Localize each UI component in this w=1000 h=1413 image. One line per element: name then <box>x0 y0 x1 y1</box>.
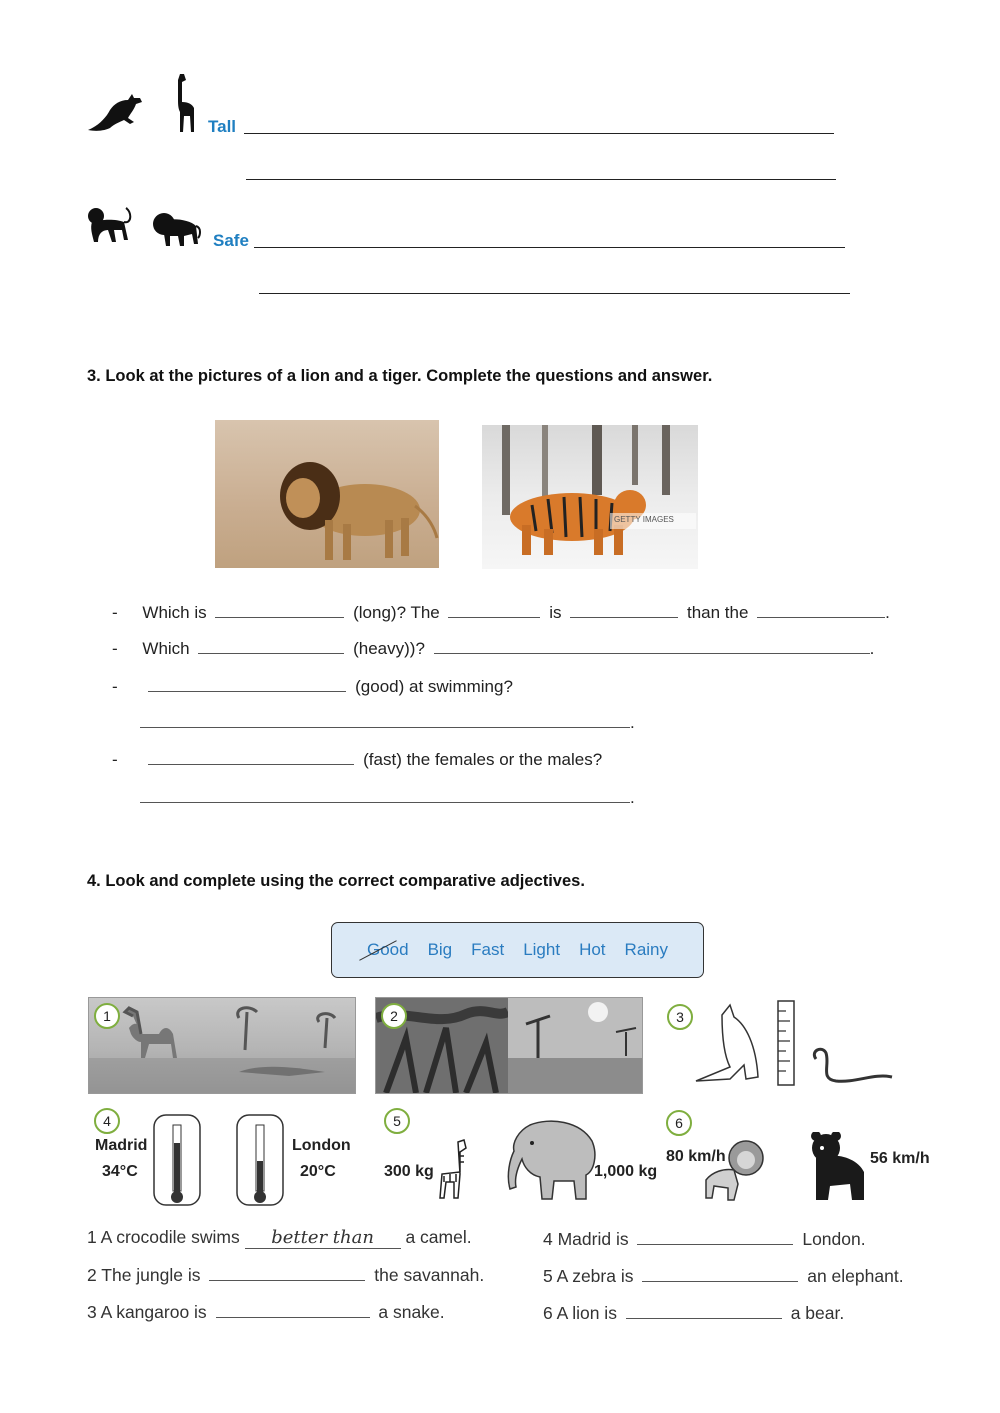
question-row-2: - Which (heavy))? . <box>112 639 875 658</box>
bullet-dash: - <box>112 603 118 622</box>
panel-camel-crocodile <box>88 997 356 1094</box>
panel-number-4: 4 <box>94 1108 120 1134</box>
answer-blank-filled[interactable]: better than <box>245 1227 401 1249</box>
giraffe-icon <box>168 72 200 134</box>
word-big: Big <box>427 940 453 959</box>
answer-blank[interactable] <box>434 652 870 654</box>
tiger-photo <box>482 425 698 569</box>
sentence-4: 4 Madrid is London. <box>543 1229 866 1249</box>
answer-blank[interactable] <box>570 616 678 618</box>
panel-number-1: 1 <box>94 1003 120 1029</box>
photo-watermark: GETTY IMAGES <box>614 515 674 524</box>
section3-heading: 3. Look at the pictures of a lion and a tiger. Complete the questions and answer. <box>87 367 713 385</box>
bear-speed: 56 km/h <box>870 1150 930 1167</box>
london-label: London <box>292 1137 351 1154</box>
answer-blank[interactable] <box>209 1279 365 1281</box>
safe-label: Safe <box>213 231 249 250</box>
question-row-1: - Which is (long)? The is than the . <box>112 603 890 622</box>
bullet-dash: - <box>112 677 118 696</box>
panel-number-6: 6 <box>666 1110 692 1136</box>
answer-blank[interactable] <box>215 616 344 618</box>
answer-blank[interactable] <box>757 616 885 618</box>
panel-kangaroo-snake <box>660 995 900 1090</box>
lion-icon <box>150 212 202 250</box>
sentence-5: 5 A zebra is an elephant. <box>543 1266 904 1286</box>
bear-illustration <box>804 1132 868 1204</box>
word-bank <box>331 922 704 978</box>
answer-blank[interactable] <box>637 1243 793 1245</box>
answer-blank[interactable] <box>140 801 630 803</box>
kangaroo-icon <box>84 88 146 134</box>
section4-heading: 4. Look and complete using the correct comparative adjectives. <box>87 872 585 890</box>
lion-speed: 80 km/h <box>666 1148 726 1165</box>
word-good: Good <box>366 940 409 959</box>
sentence-6: 6 A lion is a bear. <box>543 1303 845 1323</box>
answer-blank[interactable] <box>148 690 346 692</box>
panel-number-5: 5 <box>384 1108 410 1134</box>
london-temp: 20°C <box>300 1163 336 1180</box>
answer-blank[interactable] <box>148 763 354 765</box>
thermometer-madrid <box>152 1113 202 1207</box>
answer-blank[interactable] <box>140 726 630 728</box>
question-row-4: - (fast) the females or the males? <box>112 750 603 769</box>
thermometer-london <box>235 1113 285 1207</box>
monkey-icon <box>84 204 134 246</box>
safe-answer-line-1[interactable] <box>254 247 845 248</box>
panel-number-2: 2 <box>381 1003 407 1029</box>
panel-jungle-savannah <box>375 997 643 1094</box>
panel-number-3: 3 <box>667 1004 693 1030</box>
tall-label: Tall <box>208 117 237 136</box>
answer-blank[interactable] <box>626 1317 782 1319</box>
tall-answer-line-2[interactable] <box>246 179 836 180</box>
elephant-weight: 1,000 kg <box>594 1163 658 1180</box>
answer-blank[interactable] <box>448 616 540 618</box>
bullet-dash: - <box>112 750 118 769</box>
zebra-illustration <box>430 1138 474 1202</box>
tall-answer-line-1[interactable] <box>244 133 834 134</box>
answer-blank[interactable] <box>642 1280 798 1282</box>
lion-illustration <box>698 1138 774 1204</box>
sentence-3: 3 A kangaroo is a snake. <box>87 1302 445 1322</box>
madrid-label: Madrid <box>95 1137 148 1154</box>
sentence-1: 1 A crocodile swims better than a camel. <box>87 1227 472 1248</box>
word-hot: Hot <box>579 940 606 959</box>
answer-row-3: . <box>140 713 635 733</box>
safe-answer-line-2[interactable] <box>259 293 850 294</box>
word-rainy: Rainy <box>624 940 669 959</box>
bullet-dash: - <box>112 639 118 658</box>
elephant-illustration <box>500 1115 600 1205</box>
answer-blank[interactable] <box>198 652 344 654</box>
word-fast: Fast <box>471 940 505 959</box>
madrid-temp: 34°C <box>102 1163 138 1180</box>
answer-row-4: . <box>140 788 635 808</box>
zebra-weight: 300 kg <box>384 1163 434 1180</box>
lion-photo <box>215 420 439 568</box>
word-light: Light <box>523 940 561 959</box>
answer-blank[interactable] <box>216 1316 370 1318</box>
sentence-2: 2 The jungle is the savannah. <box>87 1265 485 1285</box>
question-row-3: - (good) at swimming? <box>112 677 513 696</box>
